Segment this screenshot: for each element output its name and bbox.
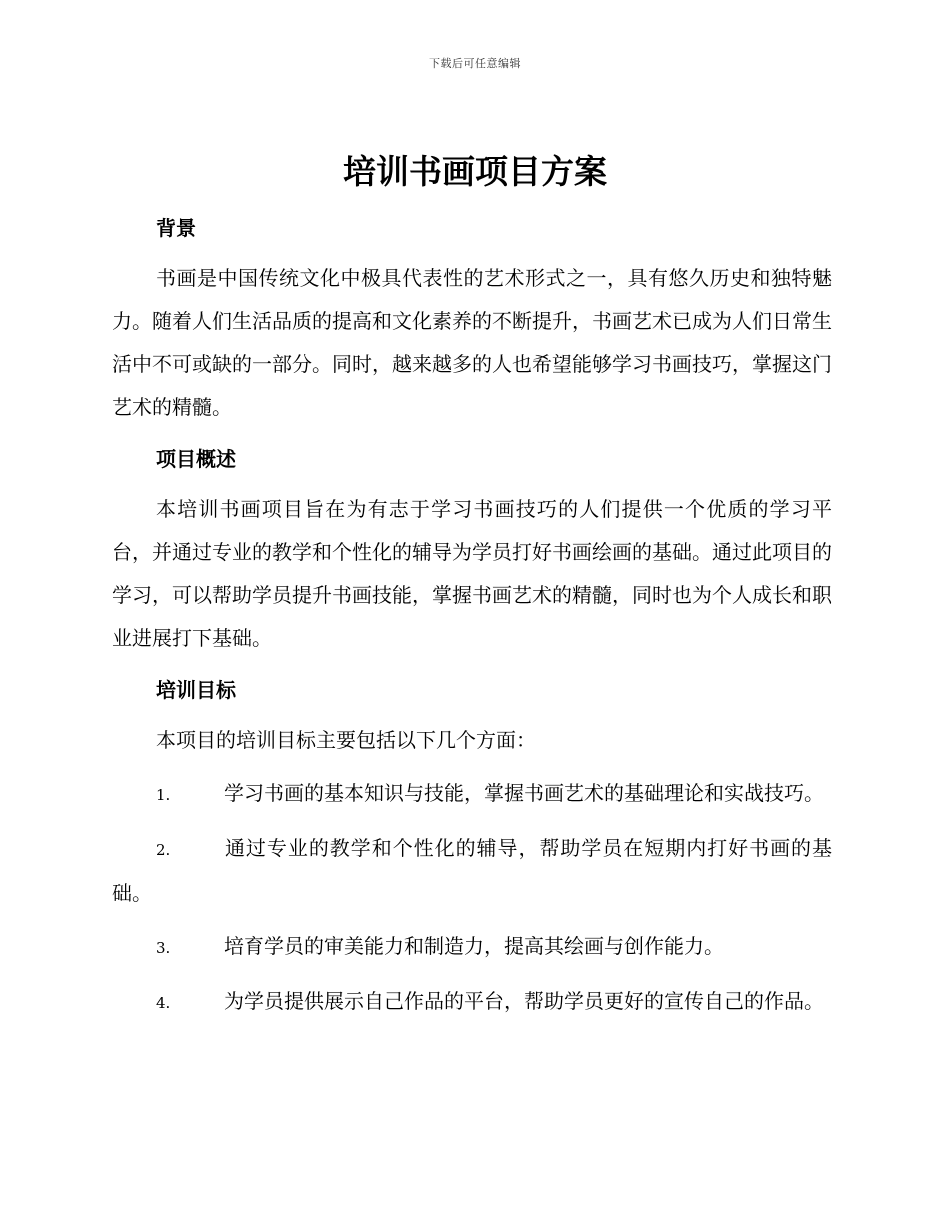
goal-text: 学习书画的基本知识与技能，掌握书画艺术的基础理论和实战技巧。	[224, 781, 824, 805]
goal-list-item	[112, 980, 832, 1025]
section-heading-overview: 项目概述	[156, 447, 236, 471]
paragraph-goals-intro: 本项目的培训目标主要包括以下几个方面：	[156, 728, 536, 752]
goal-list-item	[112, 772, 832, 817]
goal-number: 4.	[156, 994, 171, 1012]
goal-text: 通过专业的教学和个性化的辅导，帮助学员在短期内打好书画的基础。	[112, 836, 832, 905]
goal-number: 1.	[156, 786, 171, 804]
paragraph-overview: 本培训书画项目旨在为有志于学习书画技巧的人们提供一个优质的学习平台，并通过专业的教学和个性化的辅导为学员打好书画绘画的基础。通过此项目的学习，可以帮助学员提升书画技能，掌握书画艺术的精髓，同时也为个人成长和职业进展打下基础。	[112, 497, 832, 650]
paragraph-background: 书画是中国传统文化中极具代表性的艺术形式之一，具有悠久历史和独特魅力。随着人们生活品质的提高和文化素养的不断提升，书画艺术已成为人们日常生活中不可或缺的一部分。同时，越来越多的人也希望能够学习书画技巧，掌握这门艺术的精髓。	[112, 266, 832, 419]
header-note: 下载后可任意编辑	[429, 57, 521, 70]
goal-text: 培育学员的审美能力和制造力，提高其绘画与创作能力。	[224, 934, 724, 958]
section-heading-background: 背景	[156, 216, 196, 240]
goal-number: 3.	[156, 939, 171, 957]
goal-text: 为学员提供展示自己作品的平台，帮助学员更好的宣传自己的作品。	[224, 989, 824, 1013]
goal-list-item	[112, 827, 832, 915]
goal-number: 2.	[156, 841, 171, 859]
document-title: 培训书画项目方案	[343, 152, 607, 191]
section-heading-goals: 培训目标	[156, 678, 236, 702]
goal-list-item	[112, 925, 832, 970]
document-body	[112, 198, 832, 1025]
